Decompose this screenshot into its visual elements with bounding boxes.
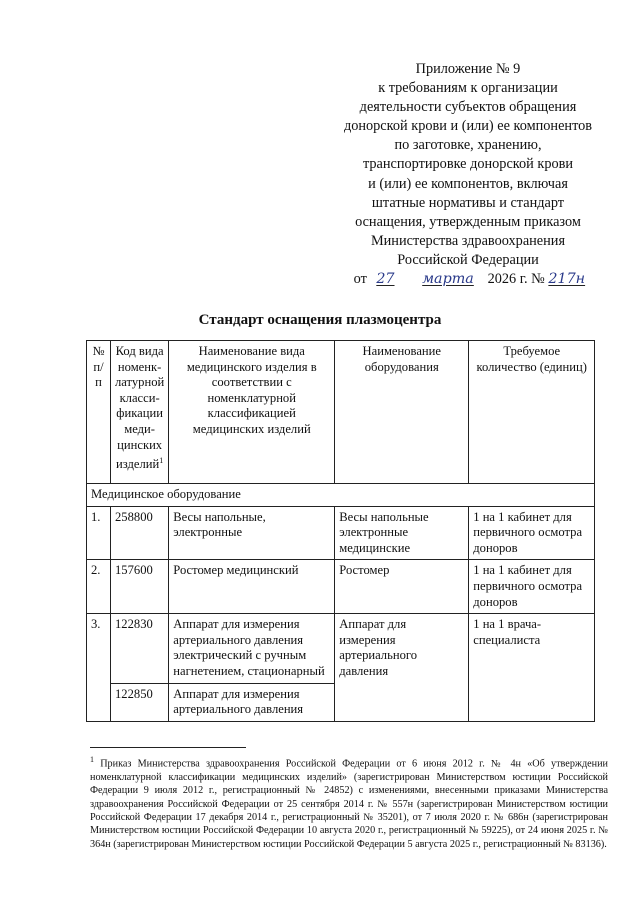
cell-quantity: 1 на 1 кабинет для первичного осмотра доноров <box>469 560 595 614</box>
order-day-handwritten: 27 <box>376 271 395 288</box>
cell-equipment: Аппарат для измерения артериального давления <box>335 614 469 722</box>
cell-name: Ростомер медицинский <box>169 560 335 614</box>
header-equipment <box>335 341 469 484</box>
cell-name: Весы напольные, электронные <box>169 506 335 560</box>
appendix-line: Российской Федерации <box>397 251 539 268</box>
section-title: Медицинское оборудование <box>87 484 595 507</box>
appendix-line: Министерства здравоохранения <box>370 232 566 249</box>
cell-code: 157600 <box>111 560 169 614</box>
header-code <box>111 341 169 484</box>
appendix-line: оснащения, утвержденным приказом <box>355 213 581 230</box>
footnote-marker: 1 <box>90 755 94 764</box>
footnote <box>90 753 608 851</box>
cell-num: 2. <box>87 560 111 614</box>
cell-name: Аппарат для измерения артериального давления электрический с ручным нагнетением, стационарный <box>169 614 335 683</box>
header-name-text: Наименование вида медицинского изделия в соответствии с номенклатурной классификацией медицинских изделий <box>186 344 317 436</box>
header-name <box>169 341 335 484</box>
header-num <box>87 341 111 484</box>
table-row <box>87 614 595 683</box>
header-equipment-text: Наименование оборудования <box>362 344 441 374</box>
table-row <box>87 506 595 560</box>
header-code-text: Код вида номенк-латурной класси-фикации меди-цинских изделий <box>115 344 165 472</box>
appendix-line: и (или) ее компонентов, включая <box>368 175 568 192</box>
cell-quantity: 1 на 1 врача-специалиста <box>469 614 595 722</box>
appendix-line: штатные нормативы и стандарт <box>371 194 565 211</box>
appendix-block <box>318 60 618 289</box>
footnote-ref: 1 <box>159 456 164 466</box>
order-date-line <box>318 270 618 289</box>
appendix-line: транспортировке донорской крови <box>362 156 574 173</box>
footnote-divider <box>90 747 246 748</box>
cell-code: 122850 <box>111 683 169 721</box>
equipment-standard-table <box>86 340 595 722</box>
section-row <box>87 484 595 507</box>
cell-code: 258800 <box>111 506 169 560</box>
appendix-line: деятельности субъектов обращения <box>359 99 577 116</box>
appendix-line: Приложение № 9 <box>415 61 521 77</box>
order-year: 2026 г. № <box>487 271 545 288</box>
cell-equipment: Весы напольные электронные медицинские <box>335 506 469 560</box>
order-month-handwritten: марта <box>422 271 474 288</box>
cell-name: Аппарат для измерения артериального давления <box>169 683 335 721</box>
header-quantity-text: Требуемое количество (единиц) <box>476 344 587 374</box>
cell-code: 122830 <box>111 614 169 683</box>
order-number-handwritten: 217н <box>548 271 586 288</box>
cell-num: 1. <box>87 506 111 560</box>
header-quantity <box>469 341 595 484</box>
cell-equipment: Ростомер <box>335 560 469 614</box>
cell-num: 3. <box>87 614 111 722</box>
table-row <box>87 560 595 614</box>
appendix-line: по заготовке, хранению, <box>394 137 542 154</box>
document-title: Стандарт оснащения плазмоцентра <box>198 312 442 328</box>
table-header-row <box>87 341 595 484</box>
footnote-text: Приказ Министерства здравоохранения Российской Федерации от 6 июня 2012 г. № 4н «Об утверждении номенклатурной классификации медицинских изделий» (зарегистрирован Министерством юстиции Российской Федерации 9 июля 2012 г., регистрационный № 24852) с изменениями, внесенными приказами Министерства здравоохранения Российской Федерации от 25 сентября 2014 г. № 557н (зарегистрирован Министерством юстиции Российской Федерации 17 декабря 2014 г., регистрационный № 35201), от 7 июля 2020 г. № 686н (зарегистрирован Министерством юстиции Российской Федерации 10 августа 2020 г., регистрационный № 59225), от 24 июня 2025 г. № 364н (зарегистрирован Министерством юстиции Российской Федерации 5 августа 2025 г., регистрационный № 83136). <box>90 758 609 850</box>
order-prefix: от <box>353 271 367 288</box>
appendix-line: донорской крови и (или) ее компонентов <box>343 118 593 135</box>
header-num-text: № п/п <box>92 344 105 390</box>
appendix-line: к требованиям к организации <box>378 80 558 97</box>
cell-quantity: 1 на 1 кабинет для первичного осмотра доноров <box>469 506 595 560</box>
